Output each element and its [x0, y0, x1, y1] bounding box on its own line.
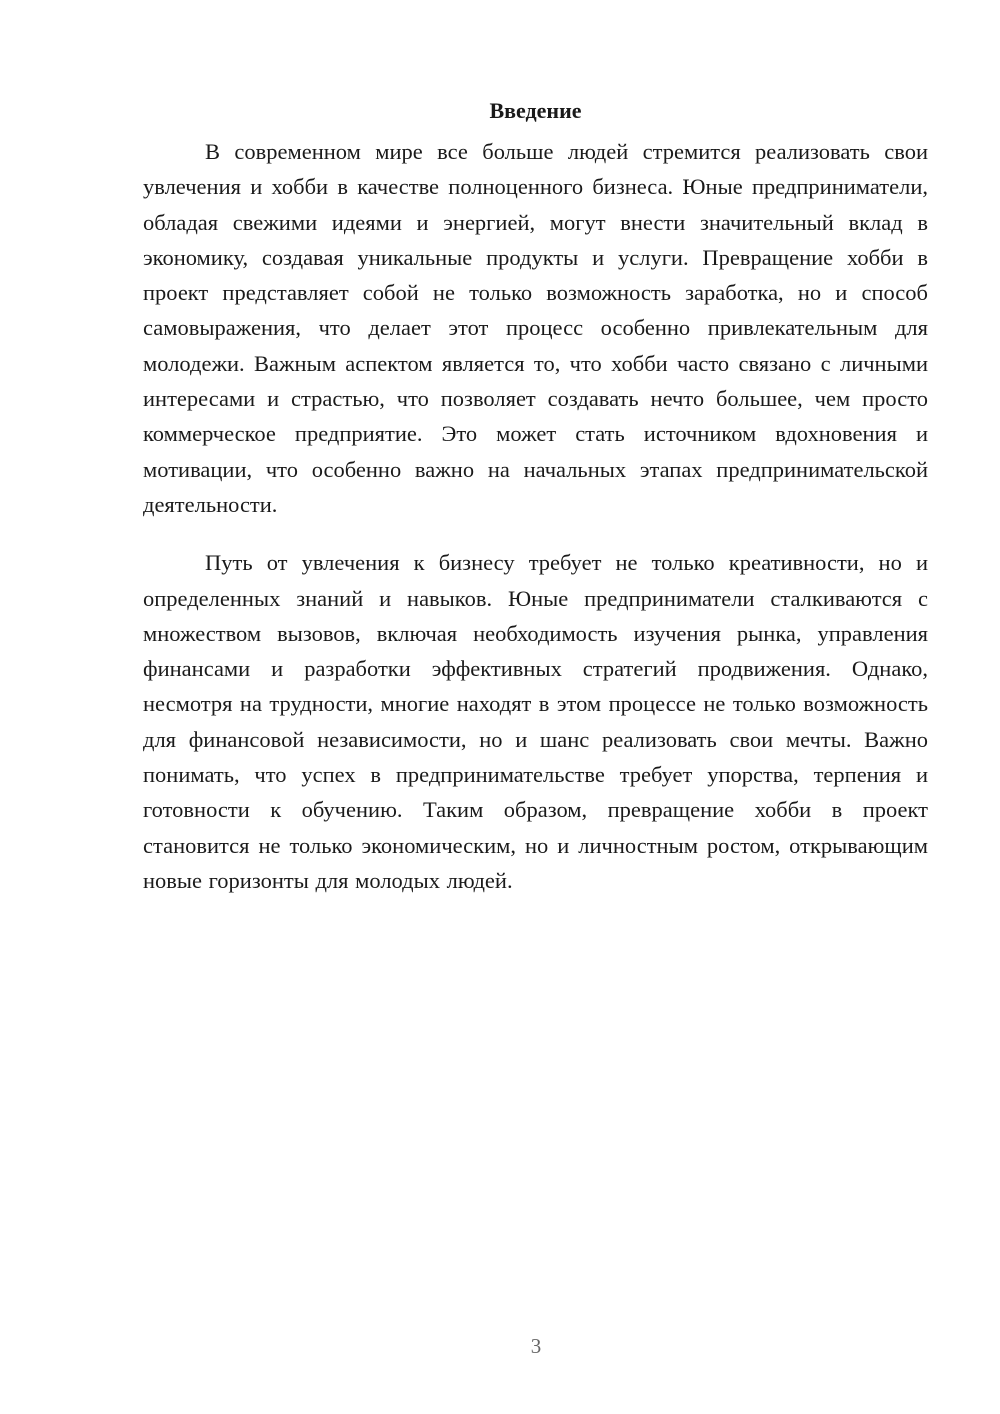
section-heading: Введение: [489, 98, 582, 123]
page-number: 3: [530, 1334, 542, 1358]
page-content: [143, 96, 928, 898]
paragraph-2: Путь от увлечения к бизнесу требует не только креативности, но и определенных знаний и навыков. Юные предприниматели сталкиваются с множеством вызовов, включая необходимость изучения рынка, управления финансами и разработки эффективных стратегий продвижения. Однако, несмотря на трудности, многие находят в этом процессе не только возможность для финансовой независимости, но и шанс реализовать свои мечты. Важно понимать, что успех в предпринимательстве требует упорства, терпения и готовности к обучению. Таким образом, превращение хобби в проект становится не только экономическим, но и личностным ростом, открывающим новые горизонты для молодых людей.: [143, 550, 928, 893]
paragraph-1: В современном мире все больше людей стремится реализовать свои увлечения и хобби в качестве полноценного бизнеса. Юные предприниматели, обладая свежими идеями и энергией, могут внести значительный вклад в экономику, создавая уникальные продукты и услуги. Превращение хобби в проект представляет собой не только возможность заработка, но и способ самовыражения, что делает этот процесс особенно привлекательным для молодежи. Важным аспектом является то, что хобби часто связано с личными интересами и страстью, что позволяет создавать нечто большее, чем просто коммерческое предприятие. Это может стать источником вдохновения и мотивации, что особенно важно на начальных этапах предпринимательской деятельности.: [143, 139, 928, 517]
